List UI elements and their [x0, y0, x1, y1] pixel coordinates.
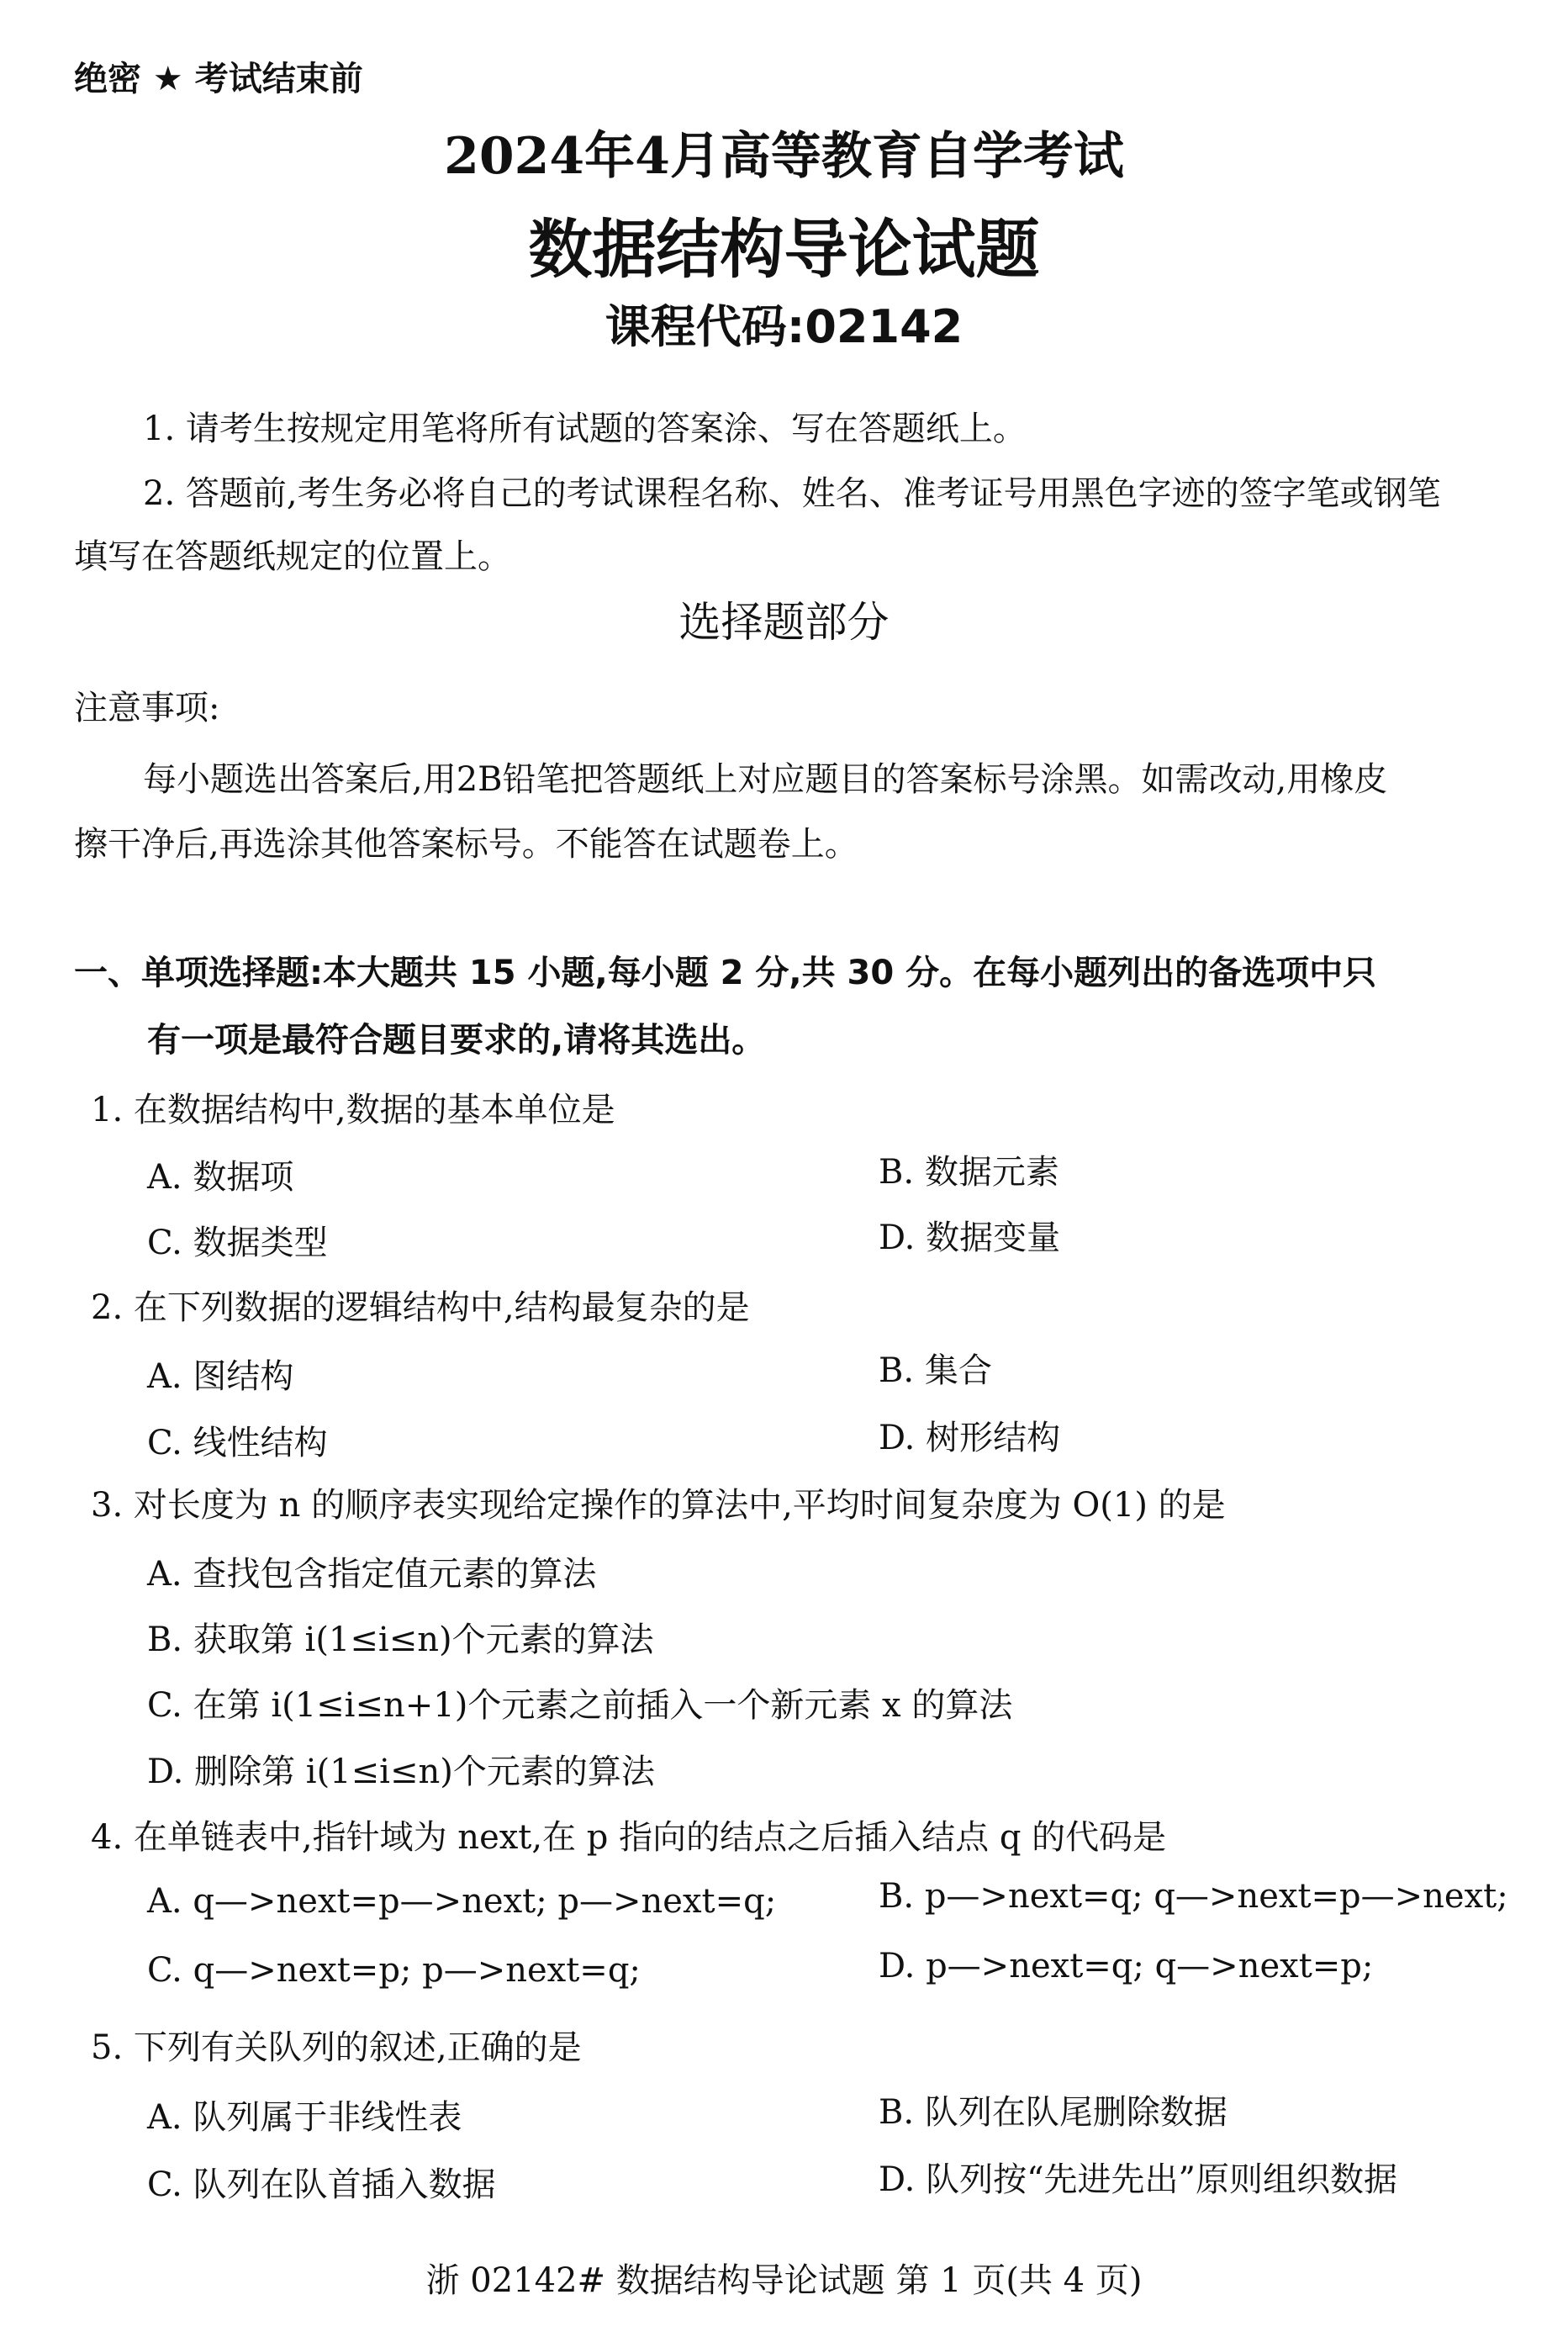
- question-2-option-a: A. 图结构: [147, 1357, 294, 1396]
- question-1-stem: 1. 在数据结构中,数据的基本单位是: [91, 1091, 615, 1129]
- part1-heading-line1: 一、单项选择题:本大题共 15 小题,每小题 2 分,共 30 分。在每小题列出的备选项中只: [74, 954, 1377, 992]
- question-4-stem: 4. 在单链表中,指针域为 next,在 p 指向的结点之后插入结点 q 的代码是: [91, 1818, 1167, 1857]
- question-4-option-b: B. p—>next=q; q—>next=p—>next;: [879, 1877, 1508, 1916]
- notes-line1: 每小题选出答案后,用2B铅笔把答题纸上对应题目的答案标号涂黑。如需改动,用橡皮: [143, 760, 1388, 799]
- question-3-option-d: D. 删除第 i(1≤i≤n)个元素的算法: [147, 1753, 655, 1791]
- question-1-option-b: B. 数据元素: [879, 1153, 1059, 1192]
- question-5-option-a: A. 队列属于非线性表: [147, 2098, 462, 2137]
- question-4-option-a: A. q—>next=p—>next; p—>next=q;: [147, 1882, 777, 1921]
- question-1-option-d: D. 数据变量: [879, 1219, 1061, 1257]
- notes-label: 注意事项:: [74, 689, 220, 727]
- section-title: 选择题部分: [678, 598, 890, 647]
- paper-title: 数据结构导论试题: [528, 212, 1040, 287]
- confidentiality-mark: 绝密 ★ 考试结束前: [74, 60, 363, 98]
- instruction-2-line2: 填写在答题纸规定的位置上。: [74, 537, 511, 576]
- question-2-stem: 2. 在下列数据的逻辑结构中,结构最复杂的是: [91, 1288, 750, 1327]
- question-3-option-b: B. 获取第 i(1≤i≤n)个元素的算法: [147, 1621, 654, 1659]
- question-2-option-c: C. 线性结构: [147, 1424, 328, 1462]
- course-code: 课程代码:02142: [604, 300, 964, 353]
- question-2-option-d: D. 树形结构: [879, 1419, 1061, 1457]
- question-4-option-d: D. p—>next=q; q—>next=p;: [879, 1947, 1374, 1985]
- question-3-stem: 3. 对长度为 n 的顺序表实现给定操作的算法中,平均时间复杂度为 O(1) 的是: [91, 1486, 1226, 1525]
- question-1-option-c: C. 数据类型: [147, 1224, 328, 1262]
- question-3-option-c: C. 在第 i(1≤i≤n+1)个元素之前插入一个新元素 x 的算法: [147, 1686, 1013, 1725]
- question-5-option-b: B. 队列在队尾删除数据: [879, 2093, 1227, 2132]
- question-3-option-a: A. 查找包含指定值元素的算法: [147, 1555, 597, 1594]
- question-2-option-b: B. 集合: [879, 1351, 992, 1390]
- question-1-option-a: A. 数据项: [147, 1158, 294, 1197]
- instruction-2-line1: 2. 答题前,考生务必将自己的考试课程名称、姓名、准考证号用黑色字迹的签字笔或钢笔: [143, 474, 1441, 513]
- question-5-stem: 5. 下列有关队列的叙述,正确的是: [91, 2028, 582, 2067]
- question-4-option-c: C. q—>next=p; p—>next=q;: [147, 1951, 641, 1990]
- exam-title: 2024年4月高等教育自学考试: [444, 127, 1124, 186]
- page-footer: 浙 02142# 数据结构导论试题 第 1 页(共 4 页): [425, 2261, 1143, 2300]
- question-5-option-c: C. 队列在队首插入数据: [147, 2165, 496, 2204]
- instruction-1: 1. 请考生按规定用笔将所有试题的答案涂、写在答题纸上。: [143, 410, 1027, 448]
- notes-line2: 擦干净后,再选涂其他答案标号。不能答在试题卷上。: [74, 825, 858, 864]
- question-5-option-d: D. 队列按“先进先出”原则组织数据: [879, 2160, 1397, 2199]
- part1-heading-line2: 有一项是最符合题目要求的,请将其选出。: [147, 1021, 766, 1060]
